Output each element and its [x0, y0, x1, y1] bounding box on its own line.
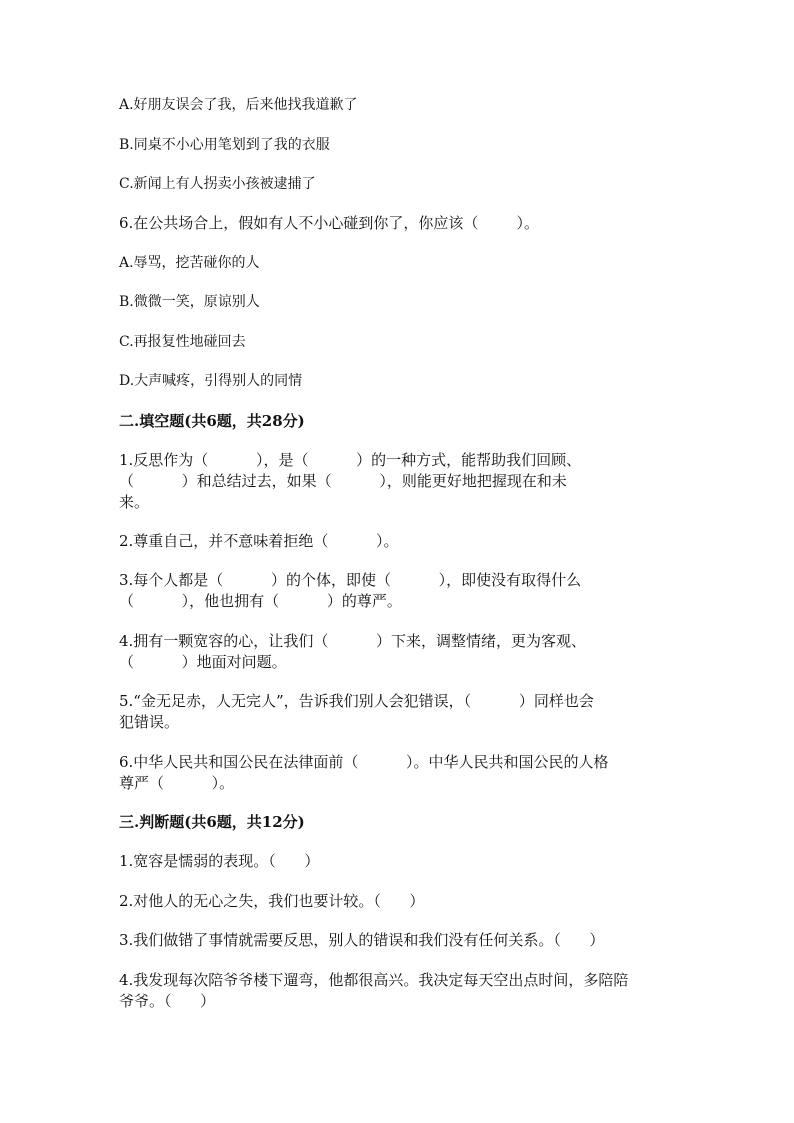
fill-question-4-line-2: （ ）地面对问题。 [119, 653, 287, 671]
judgment-question-3: 3.我们做错了事情就需要反思，别人的错误和我们没有任何关系。（ ） [119, 931, 605, 949]
option-6a: A.辱骂，挖苦碰你的人 [119, 255, 260, 271]
fill-question-4-line-1: 4.拥有一颗宽容的心，让我们（ ）下来，调整情绪，更为客观、 [119, 632, 586, 650]
fill-question-3-line-1: 3.每个人都是（ ）的个体，即使（ ），即使没有取得什么 [119, 571, 582, 589]
fill-question-1-line-1: 1.反思作为（ ），是（ ）的一种方式，能帮助我们回顾、 [119, 451, 582, 469]
option-5c: C.新闻上有人拐卖小孩被逮捕了 [119, 176, 316, 192]
section-judgment-heading: 三.判断题(共6题，共12分) [119, 813, 305, 831]
fill-question-5-line-1: 5.“金无足赤，人无完人”，告诉我们别人会犯错误，（ ）同样也会 [119, 692, 594, 710]
option-6d: D.大声喊疼，引得别人的同情 [119, 373, 303, 389]
section-fill-blank-heading: 二.填空题(共6题，共28分) [119, 412, 305, 430]
fill-question-2: 2.尊重自己，并不意味着拒绝（ ）。 [119, 532, 399, 550]
judgment-question-1: 1.宽容是懦弱的表现。（ ） [119, 852, 320, 870]
fill-question-3-line-2: （ ），他也拥有（ ）的尊严。 [119, 592, 402, 610]
judgment-question-4-line-1: 4.我发现每次陪爷爷楼下遛弯，他都很高兴。我决定每天空出点时间，多陪陪 [119, 971, 629, 989]
fill-question-5-line-2: 犯错误。 [119, 713, 180, 731]
fill-question-1-line-3: 来。 [119, 493, 150, 511]
fill-question-6-line-1: 6.中华人民共和国公民在法律面前（ ）。中华人民共和国公民的人格 [119, 753, 609, 771]
judgment-question-4-line-2: 爷爷。（ ） [119, 992, 216, 1010]
option-5a: A.好朋友误会了我，后来他找我道歉了 [119, 97, 358, 113]
fill-question-6-line-2: 尊严（ ）。 [119, 774, 235, 792]
question-6: 6.在公共场合上，假如有人不小心碰到你了，你应该（ ）。 [119, 214, 539, 232]
option-6c: C.再报复性地碰回去 [119, 334, 246, 350]
fill-question-1-line-2: （ ）和总结过去，如果（ ），则能更好地把握现在和未 [119, 472, 567, 490]
option-6b: B.微微一笑，原谅别人 [119, 294, 260, 310]
judgment-question-2: 2.对他人的无心之失，我们也要计较。（ ） [119, 892, 425, 910]
option-5b: B.同桌不小心用笔划到了我的衣服 [119, 137, 330, 153]
